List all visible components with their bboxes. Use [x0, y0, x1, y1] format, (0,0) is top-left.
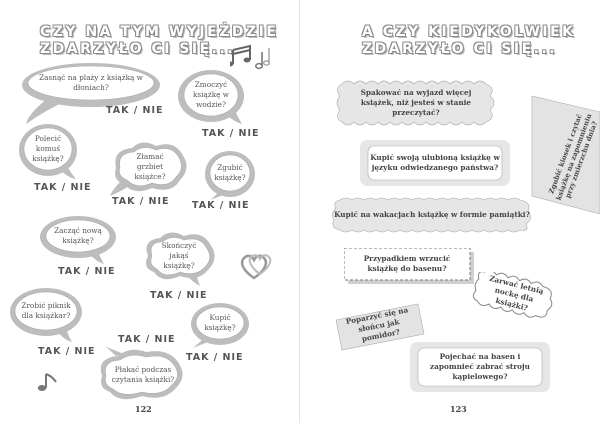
question-card: Poparzyć się na słońcu jak pomidor? [345, 305, 409, 344]
question-card: Kupić swoją ulubioną książkę w języku odwiedzanego państwa? [370, 153, 500, 172]
yes-no-answer[interactable]: TAK / NIE [192, 200, 250, 211]
right-title-line-1: A CZY KIEDYKOLWIEK [362, 24, 576, 40]
question-bubble [8, 286, 84, 342]
question-bubble [18, 122, 78, 180]
yes-no-answer[interactable]: TAK / NIE [58, 266, 116, 277]
yes-no-answer[interactable]: TAK / NIE [38, 346, 96, 357]
yes-no-answer[interactable]: TAK / NIE [150, 290, 208, 301]
question-bubble [176, 68, 246, 126]
right-title-line-2: ZDARZYŁO CI SIĘ... [362, 41, 558, 57]
question-card: Pojechać na basen i zapomnieć zabrać stroju kąpielowego? [430, 352, 530, 381]
question-bubble [96, 346, 188, 402]
bubble-text: Polecić komuś książkę? [32, 134, 64, 163]
yes-no-answer[interactable]: TAK / NIE [118, 334, 176, 345]
yes-no-answer[interactable]: TAK / NIE [106, 105, 164, 116]
page-number: 122 [135, 404, 152, 414]
heart-icon [240, 250, 276, 282]
bubble-text: Złamać grzbiet książce? [134, 152, 166, 181]
left-title-line-2: ZDARZYŁO CI SIĘ... [40, 41, 236, 57]
right-page-title [362, 24, 576, 58]
bubble-text: Skończyć jakąś książkę? [161, 241, 197, 270]
question-card: Zgubić kiosek i czytać książkę na zapomnieniu przy zmierzchu dnia? [547, 112, 600, 202]
question-bubble [38, 214, 118, 264]
yes-no-answer[interactable]: TAK / NIE [112, 196, 170, 207]
question-card: Spakować na wyjazd więcej książek, niż jesteś w stanie przeczytać? [360, 88, 472, 117]
yes-no-answer[interactable]: TAK / NIE [34, 182, 92, 193]
page-number: 123 [450, 404, 467, 414]
bubble-text: Zacząć nową książkę? [54, 226, 102, 245]
question-bubble [190, 302, 250, 348]
bubble-text: Zmoczyć książkę w wodzie? [193, 80, 229, 109]
right-page [300, 0, 600, 423]
left-title-line-1: CZY NA TYM WYJEŹDZIE [40, 24, 279, 40]
question-bubble [142, 230, 216, 286]
question-bubble [18, 62, 164, 126]
bubble-text: Zasnąć na plaży z książką w dłoniach? [39, 73, 143, 92]
yes-no-answer[interactable]: TAK / NIE [202, 128, 260, 139]
question-card: Przypadkiem wrzucić książkę do basenu? [363, 254, 451, 273]
question-bubble [204, 150, 256, 200]
bubble-text: Zgubić książkę? [214, 163, 246, 182]
yes-no-answer[interactable]: TAK / NIE [186, 352, 244, 363]
music-note-icon [34, 370, 60, 394]
bubble-text: Płakać podczas czytania książki? [111, 365, 175, 384]
question-bubble [110, 140, 190, 198]
bubble-text: Kupić książkę? [204, 313, 236, 332]
question-card: Zarwać letnią nockę dla książki? [488, 273, 545, 313]
bubble-text: Zrobić piknik dla książkar? [21, 301, 71, 320]
question-card: Kupić na wakacjach książkę w formie pamiątki? [334, 210, 530, 219]
